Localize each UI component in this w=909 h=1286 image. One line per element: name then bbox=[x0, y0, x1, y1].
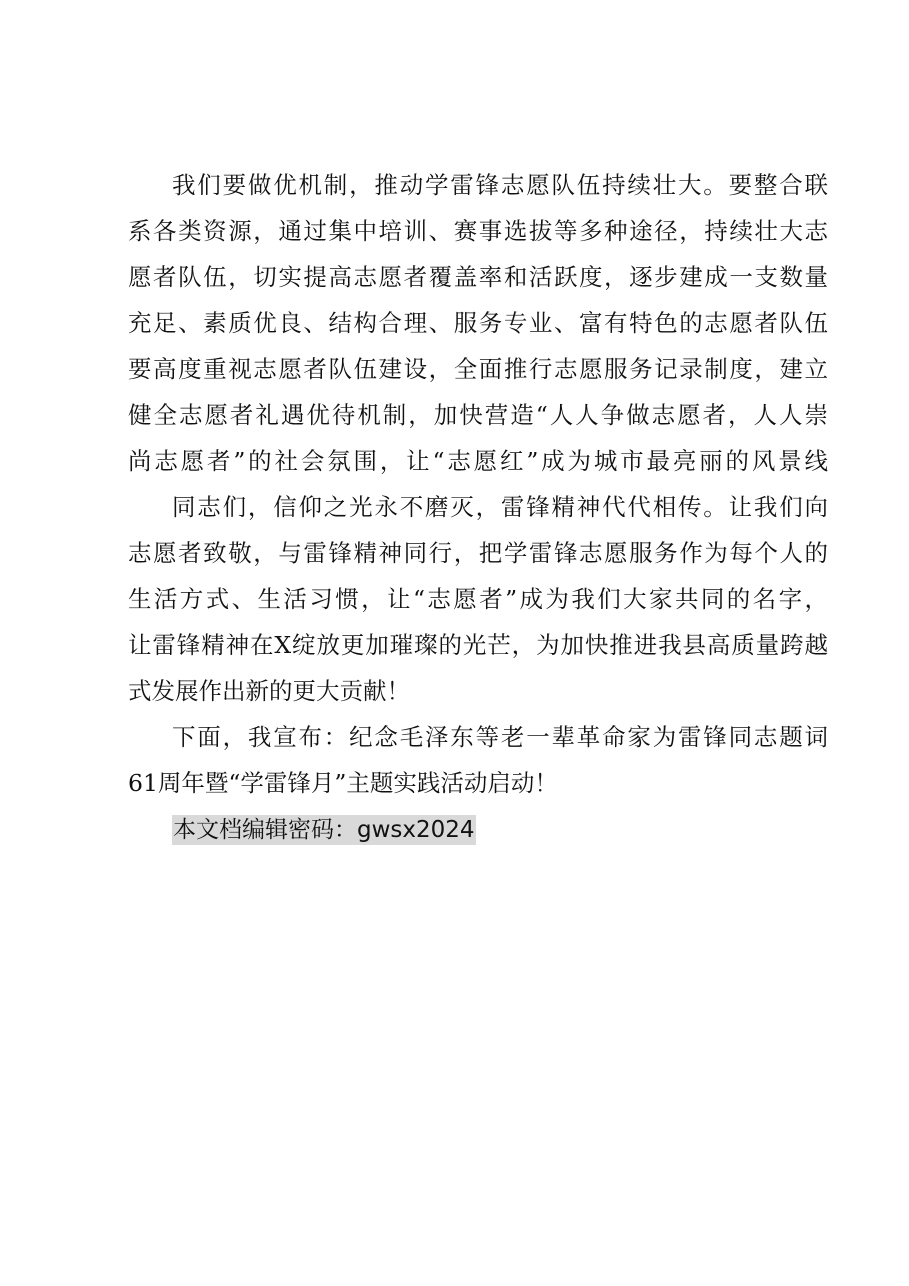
text-line: 志愿者致敬，与雷锋精神同行，把学雷锋志愿服务作为每个人的 bbox=[128, 539, 828, 567]
text-line: 系各类资源，通过集中培训、赛事选拔等多种途径，持续壮大志 bbox=[128, 217, 828, 245]
text-line: 我们要做优机制，推动学雷锋志愿队伍持续壮大。要整合联 bbox=[172, 171, 828, 199]
text-line: 让雷锋精神在X绽放更加璀璨的光芒，为加快推进我县高质量跨越 bbox=[128, 631, 828, 659]
text-line: 愿者队伍，切实提高志愿者覆盖率和活跃度，逐步建成一支数量 bbox=[128, 263, 828, 291]
text-line: 61周年暨“学雷锋月”主题实践活动启动！ bbox=[128, 769, 558, 797]
footer-note-row bbox=[128, 806, 828, 852]
text-line: 要高度重视志愿者队伍建设，全面推行志愿服务记录制度，建立 bbox=[128, 355, 828, 383]
document-body bbox=[128, 162, 828, 852]
text-line: 式发展作出新的更大贡献！ bbox=[128, 677, 410, 705]
edit-password-note: 本文档编辑密码：gwsx2024 bbox=[173, 817, 475, 843]
text-line: 下面，我宣布：纪念毛泽东等老一辈革命家为雷锋同志题词 bbox=[172, 723, 828, 751]
text-line: 同志们，信仰之光永不磨灭，雷锋精神代代相传。让我们向 bbox=[172, 493, 828, 521]
text-line: 尚志愿者”的社会氛围，让“志愿红”成为城市最亮丽的风景线 bbox=[128, 447, 828, 475]
text-line: 充足、素质优良、结构合理、服务专业、富有特色的志愿者队伍 bbox=[128, 309, 828, 337]
text-line: 健全志愿者礼遇优待机制，加快营造“人人争做志愿者，人人崇 bbox=[128, 401, 828, 429]
text-line: 生活方式、生活习惯，让“志愿者”成为我们大家共同的名字， bbox=[128, 585, 828, 613]
